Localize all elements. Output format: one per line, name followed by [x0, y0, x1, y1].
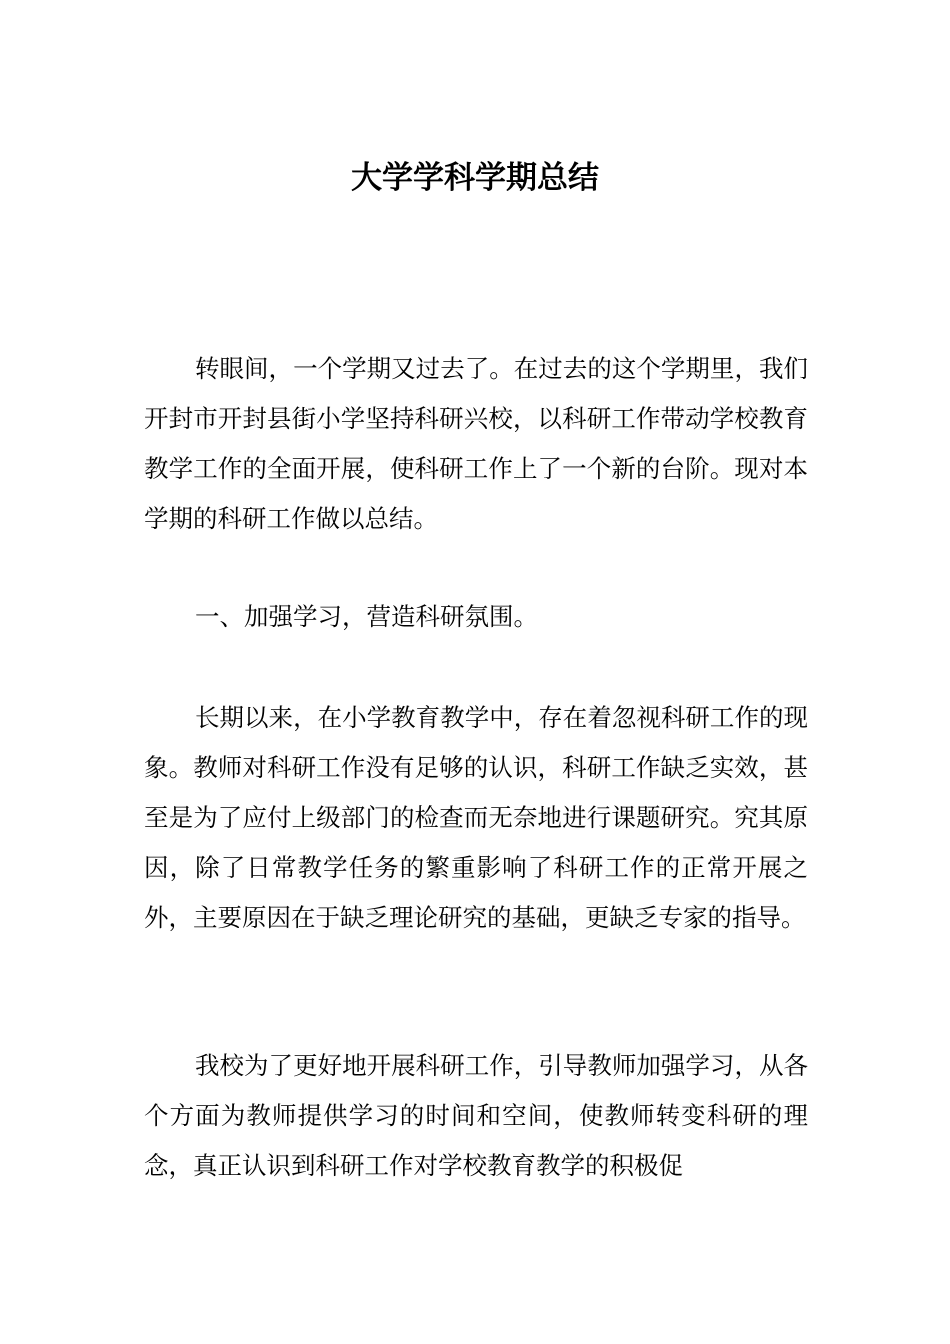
section-heading-1: 一、加强学习，营造科研氛围。	[195, 602, 538, 631]
document-title: 大学学科学期总结	[351, 160, 599, 196]
paragraph-intro: 转眼间，一个学期又过去了。在过去的这个学期里，我们开封市开封县街小学坚持科研兴校，以科研工作带动学校教育教学工作的全面开展，使科研工作上了一个新的台阶。现对本学期的科研工作做以总结。	[144, 354, 808, 533]
paragraph-measures: 我校为了更好地开展科研工作，引导教师加强学习，从各个方面为教师提供学习的时间和空间，使教师转变科研的理念，真正认识到科研工作对学校教育教学的积极促	[144, 1051, 808, 1180]
paragraph-background: 长期以来，在小学教育教学中，存在着忽视科研工作的现象。教师对科研工作没有足够的认识，科研工作缺乏实效，甚至是为了应付上级部门的检查而无奈地进行课题研究。究其原因，除了日常教学任务的繁重影响了科研工作的正常开展之外，主要原因在于缺乏理论研究的基础，更缺乏专家的指导。	[144, 703, 808, 932]
